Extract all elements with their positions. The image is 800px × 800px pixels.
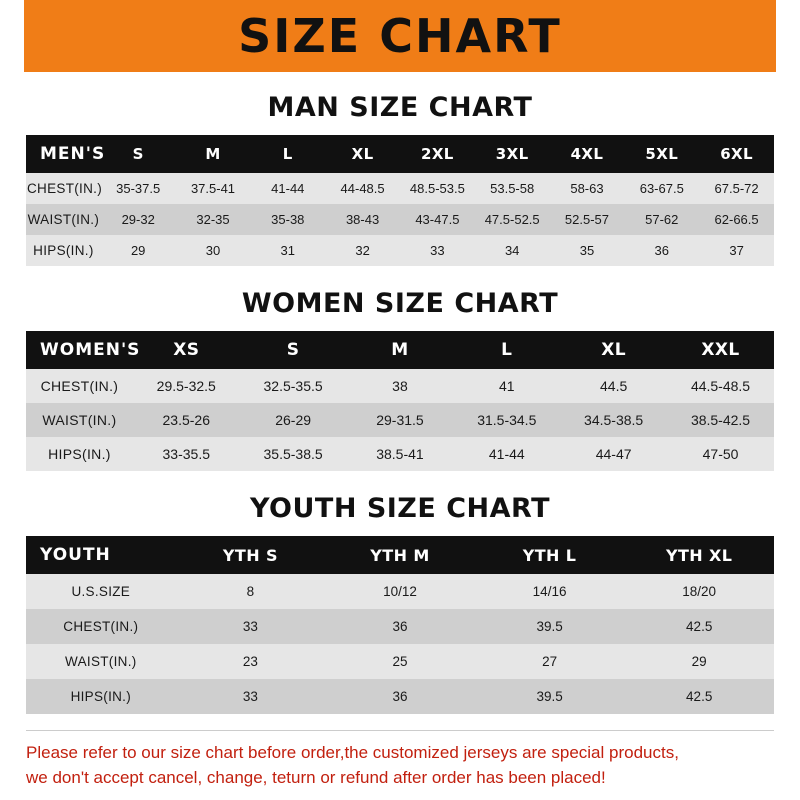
cell: 23.5-26 (133, 403, 240, 437)
row-label: HIPS(IN.) (26, 679, 176, 714)
women-header-cell: XS (133, 331, 240, 369)
cell: 44.5-48.5 (667, 369, 774, 403)
cell: 67.5-72 (699, 173, 774, 204)
cell: 38-43 (325, 204, 400, 235)
cell: 37 (699, 235, 774, 266)
cell: 47-50 (667, 437, 774, 471)
man-header-cell: 3XL (475, 135, 550, 173)
cell: 35.5-38.5 (240, 437, 347, 471)
man-header-cell: 5XL (624, 135, 699, 173)
man-header-cell: S (101, 135, 176, 173)
cell: 58-63 (550, 173, 625, 204)
women-table-wrap (26, 331, 774, 471)
cell: 42.5 (624, 679, 774, 714)
cell: 47.5-52.5 (475, 204, 550, 235)
cell: 31.5-34.5 (453, 403, 560, 437)
banner-left-spacer (0, 0, 24, 72)
man-header-cell: 4XL (550, 135, 625, 173)
cell: 63-67.5 (624, 173, 699, 204)
cell: 29-31.5 (347, 403, 454, 437)
table-row (26, 437, 774, 471)
man-section-title: MAN SIZE CHART (267, 92, 533, 123)
row-label: CHEST(IN.) (26, 369, 133, 403)
table-row (26, 679, 774, 714)
cell: 14/16 (475, 574, 625, 609)
youth-table-wrap (26, 536, 774, 714)
women-header-cell: XL (560, 331, 667, 369)
page-title: SIZE CHART (238, 9, 562, 63)
cell: 41-44 (453, 437, 560, 471)
row-label: WAIST(IN.) (26, 403, 133, 437)
cell: 27 (475, 644, 625, 679)
youth-size-table (26, 536, 774, 714)
cell: 35-38 (250, 204, 325, 235)
cell: 39.5 (475, 609, 625, 644)
footer-disclaimer (26, 730, 774, 790)
cell: 8 (176, 574, 326, 609)
cell: 42.5 (624, 609, 774, 644)
cell: 34.5-38.5 (560, 403, 667, 437)
cell: 31 (250, 235, 325, 266)
cell: 43-47.5 (400, 204, 475, 235)
youth-header-cell: YOUTH (26, 536, 176, 574)
youth-header-cell: YTH M (325, 536, 475, 574)
cell: 34 (475, 235, 550, 266)
cell: 57-62 (624, 204, 699, 235)
table-row (26, 235, 774, 266)
cell: 32-35 (176, 204, 251, 235)
man-table-head (26, 135, 774, 173)
youth-header-cell: YTH S (176, 536, 326, 574)
cell: 35-37.5 (101, 173, 176, 204)
table-row (26, 644, 774, 679)
row-label: WAIST(IN.) (26, 204, 101, 235)
row-label: CHEST(IN.) (26, 609, 176, 644)
cell: 36 (624, 235, 699, 266)
cell: 44-47 (560, 437, 667, 471)
youth-section-title: YOUTH SIZE CHART (249, 493, 551, 524)
youth-header-cell: YTH L (475, 536, 625, 574)
cell: 32 (325, 235, 400, 266)
table-header-row (26, 135, 774, 173)
cell: 36 (325, 609, 475, 644)
cell: 48.5-53.5 (400, 173, 475, 204)
women-header-cell: S (240, 331, 347, 369)
cell: 37.5-41 (176, 173, 251, 204)
cell: 44-48.5 (325, 173, 400, 204)
footer-line-1: Please refer to our size chart before order,the customized jerseys are special products, (26, 743, 679, 762)
table-row (26, 173, 774, 204)
footer-line-2: we don't accept cancel, change, teturn or refund after order has been placed! (26, 767, 606, 787)
cell: 62-66.5 (699, 204, 774, 235)
cell: 18/20 (624, 574, 774, 609)
cell: 53.5-58 (475, 173, 550, 204)
cell: 29-32 (101, 204, 176, 235)
youth-header-cell: YTH XL (624, 536, 774, 574)
table-row (26, 574, 774, 609)
women-header-cell: M (347, 331, 454, 369)
cell: 29.5-32.5 (133, 369, 240, 403)
banner-right-spacer (776, 0, 800, 72)
cell: 38 (347, 369, 454, 403)
cell: 41-44 (250, 173, 325, 204)
row-label: U.S.SIZE (26, 574, 176, 609)
man-header-cell: XL (325, 135, 400, 173)
women-header-cell: WOMEN'S (26, 331, 133, 369)
row-label: HIPS(IN.) (26, 437, 133, 471)
row-label: CHEST(IN.) (26, 173, 101, 204)
table-row (26, 403, 774, 437)
women-size-table (26, 331, 774, 471)
cell: 41 (453, 369, 560, 403)
cell: 26-29 (240, 403, 347, 437)
man-table-body (26, 173, 774, 266)
women-header-cell: L (453, 331, 560, 369)
man-header-cell: M (176, 135, 251, 173)
cell: 33 (176, 609, 326, 644)
table-row (26, 609, 774, 644)
cell: 23 (176, 644, 326, 679)
man-header-cell: 6XL (699, 135, 774, 173)
man-size-table (26, 135, 774, 266)
cell: 35 (550, 235, 625, 266)
table-header-row (26, 331, 774, 369)
cell: 33 (176, 679, 326, 714)
cell: 44.5 (560, 369, 667, 403)
women-section-title: WOMEN SIZE CHART (241, 288, 559, 319)
man-header-cell: MEN'S (26, 135, 101, 173)
women-table-head (26, 331, 774, 369)
cell: 30 (176, 235, 251, 266)
cell: 38.5-41 (347, 437, 454, 471)
man-table-wrap (26, 135, 774, 266)
cell: 52.5-57 (550, 204, 625, 235)
cell: 29 (101, 235, 176, 266)
table-header-row (26, 536, 774, 574)
youth-table-head (26, 536, 774, 574)
cell: 36 (325, 679, 475, 714)
row-label: HIPS(IN.) (26, 235, 101, 266)
women-header-cell: XXL (667, 331, 774, 369)
cell: 32.5-35.5 (240, 369, 347, 403)
cell: 29 (624, 644, 774, 679)
table-row (26, 369, 774, 403)
man-header-cell: 2XL (400, 135, 475, 173)
women-table-body (26, 369, 774, 471)
cell: 33 (400, 235, 475, 266)
youth-table-body (26, 574, 774, 714)
man-header-cell: L (250, 135, 325, 173)
header-banner (0, 0, 800, 72)
row-label: WAIST(IN.) (26, 644, 176, 679)
cell: 33-35.5 (133, 437, 240, 471)
table-row (26, 204, 774, 235)
cell: 25 (325, 644, 475, 679)
cell: 39.5 (475, 679, 625, 714)
cell: 10/12 (325, 574, 475, 609)
cell: 38.5-42.5 (667, 403, 774, 437)
